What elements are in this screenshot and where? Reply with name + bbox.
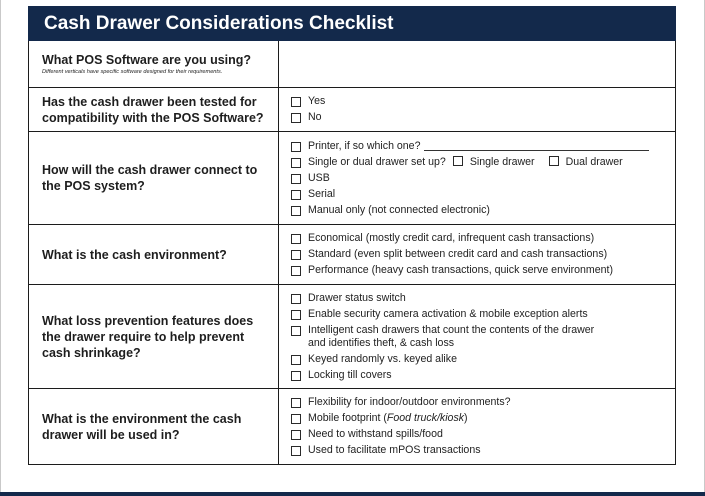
question-text: How will the cash drawer connect to the POS system? xyxy=(42,163,258,193)
checkbox[interactable] xyxy=(291,97,301,107)
checkbox[interactable] xyxy=(549,156,559,166)
checkbox[interactable] xyxy=(291,250,301,260)
answer-cell xyxy=(279,285,675,388)
table-row xyxy=(29,131,675,224)
table-row xyxy=(29,87,675,131)
question-text: Has the cash drawer been tested for compatibility with the POS Software? xyxy=(42,94,264,125)
option-mpos xyxy=(291,444,675,457)
page-edge xyxy=(0,0,1,496)
question-cell xyxy=(29,88,279,131)
option-label-part: Food truck/kiosk xyxy=(386,412,465,424)
footer-bar xyxy=(0,492,705,496)
option-label: Standard (even split between credit card and cash transactions) xyxy=(308,248,608,260)
option-printer xyxy=(291,140,675,153)
table-row xyxy=(29,41,675,87)
option-economical xyxy=(291,232,675,245)
option-drawer-setup xyxy=(291,156,675,169)
option-label xyxy=(308,412,468,425)
checkbox[interactable] xyxy=(291,113,301,123)
option-label: Performance (heavy cash transactions, quick serve environment) xyxy=(308,264,613,276)
option-label: Locking till covers xyxy=(308,368,392,381)
checkbox[interactable] xyxy=(291,430,301,440)
question-cell xyxy=(29,285,279,388)
option-label: Dual drawer xyxy=(565,155,623,168)
option-label: Economical (mostly credit card, infrequent cash transactions) xyxy=(308,232,595,244)
option-manual xyxy=(291,204,675,217)
option-mobile xyxy=(291,412,675,425)
option-label: Keyed randomly vs. keyed alike xyxy=(308,352,457,365)
option-label: Serial xyxy=(308,187,336,200)
checkbox[interactable] xyxy=(291,234,301,244)
question-cell xyxy=(29,225,279,284)
option-label: Yes xyxy=(308,95,326,107)
checkbox[interactable] xyxy=(291,266,301,276)
question-text: What loss prevention features does the drawer require to help prevent cash shrinkage? xyxy=(42,313,254,360)
option-label-line: Intelligent cash drawers that count the contents of the drawer xyxy=(308,323,595,336)
checkbox[interactable] xyxy=(291,142,301,152)
option-label: No xyxy=(308,111,322,123)
question-text: What is the cash environment? xyxy=(42,247,227,262)
checkbox[interactable] xyxy=(291,158,301,168)
option-label: USB xyxy=(308,171,330,184)
option-label-part: ) xyxy=(464,412,468,424)
option-locking xyxy=(291,369,675,382)
option-label-line: and identifies theft, & cash loss xyxy=(308,336,455,349)
option-label xyxy=(308,324,594,350)
checkbox[interactable] xyxy=(291,294,301,304)
checkbox[interactable] xyxy=(291,414,301,424)
checklist-table xyxy=(28,41,676,465)
answer-cell xyxy=(279,88,675,131)
option-label: Enable security camera activation & mobile exception alerts xyxy=(308,307,588,320)
printer-name-line[interactable] xyxy=(424,140,649,151)
checkbox[interactable] xyxy=(291,190,301,200)
question-text: What is the environment the cash drawer will be used in? xyxy=(42,411,242,442)
option-spills xyxy=(291,428,675,441)
checkbox[interactable] xyxy=(291,371,301,381)
answer-field[interactable] xyxy=(279,41,675,87)
option-intelligent xyxy=(291,324,675,350)
option-keyed xyxy=(291,353,675,366)
option-no xyxy=(291,111,675,124)
option-usb xyxy=(291,172,675,185)
page-title: Cash Drawer Considerations Checklist xyxy=(28,6,676,41)
checkbox[interactable] xyxy=(291,206,301,216)
option-serial xyxy=(291,188,675,201)
answer-cell xyxy=(279,389,675,464)
question-cell xyxy=(29,132,279,224)
checkbox[interactable] xyxy=(291,310,301,320)
question-cell xyxy=(29,41,279,87)
option-standard xyxy=(291,248,675,261)
checkbox[interactable] xyxy=(291,326,301,336)
option-performance xyxy=(291,264,675,277)
question-cell xyxy=(29,389,279,464)
option-label: Printer, if so which one? xyxy=(308,139,421,152)
question-text: What POS Software are you using? xyxy=(42,53,252,67)
option-label: Flexibility for indoor/outdoor environments? xyxy=(308,396,511,408)
checkbox[interactable] xyxy=(291,355,301,365)
table-row xyxy=(29,388,675,464)
option-label: Drawer status switch xyxy=(308,291,406,304)
option-drawer-status xyxy=(291,292,675,305)
table-row xyxy=(29,284,675,388)
table-row xyxy=(29,224,675,284)
option-indoor-outdoor xyxy=(291,396,675,409)
option-label: Single or dual drawer set up? xyxy=(308,155,446,168)
option-yes xyxy=(291,95,675,108)
option-camera xyxy=(291,308,675,321)
checkbox[interactable] xyxy=(453,156,463,166)
option-label: Single drawer xyxy=(469,155,535,168)
answer-cell xyxy=(279,132,675,224)
question-note: Different verticals have specific software designed for their requirements. xyxy=(42,69,223,75)
option-label: Used to facilitate mPOS transactions xyxy=(308,444,481,456)
option-label-part: Mobile footprint ( xyxy=(308,412,387,424)
option-label: Need to withstand spills/food xyxy=(308,428,443,440)
checkbox[interactable] xyxy=(291,398,301,408)
checkbox[interactable] xyxy=(291,174,301,184)
checkbox[interactable] xyxy=(291,446,301,456)
answer-cell xyxy=(279,225,675,284)
option-label: Manual only (not connected electronic) xyxy=(308,203,490,216)
